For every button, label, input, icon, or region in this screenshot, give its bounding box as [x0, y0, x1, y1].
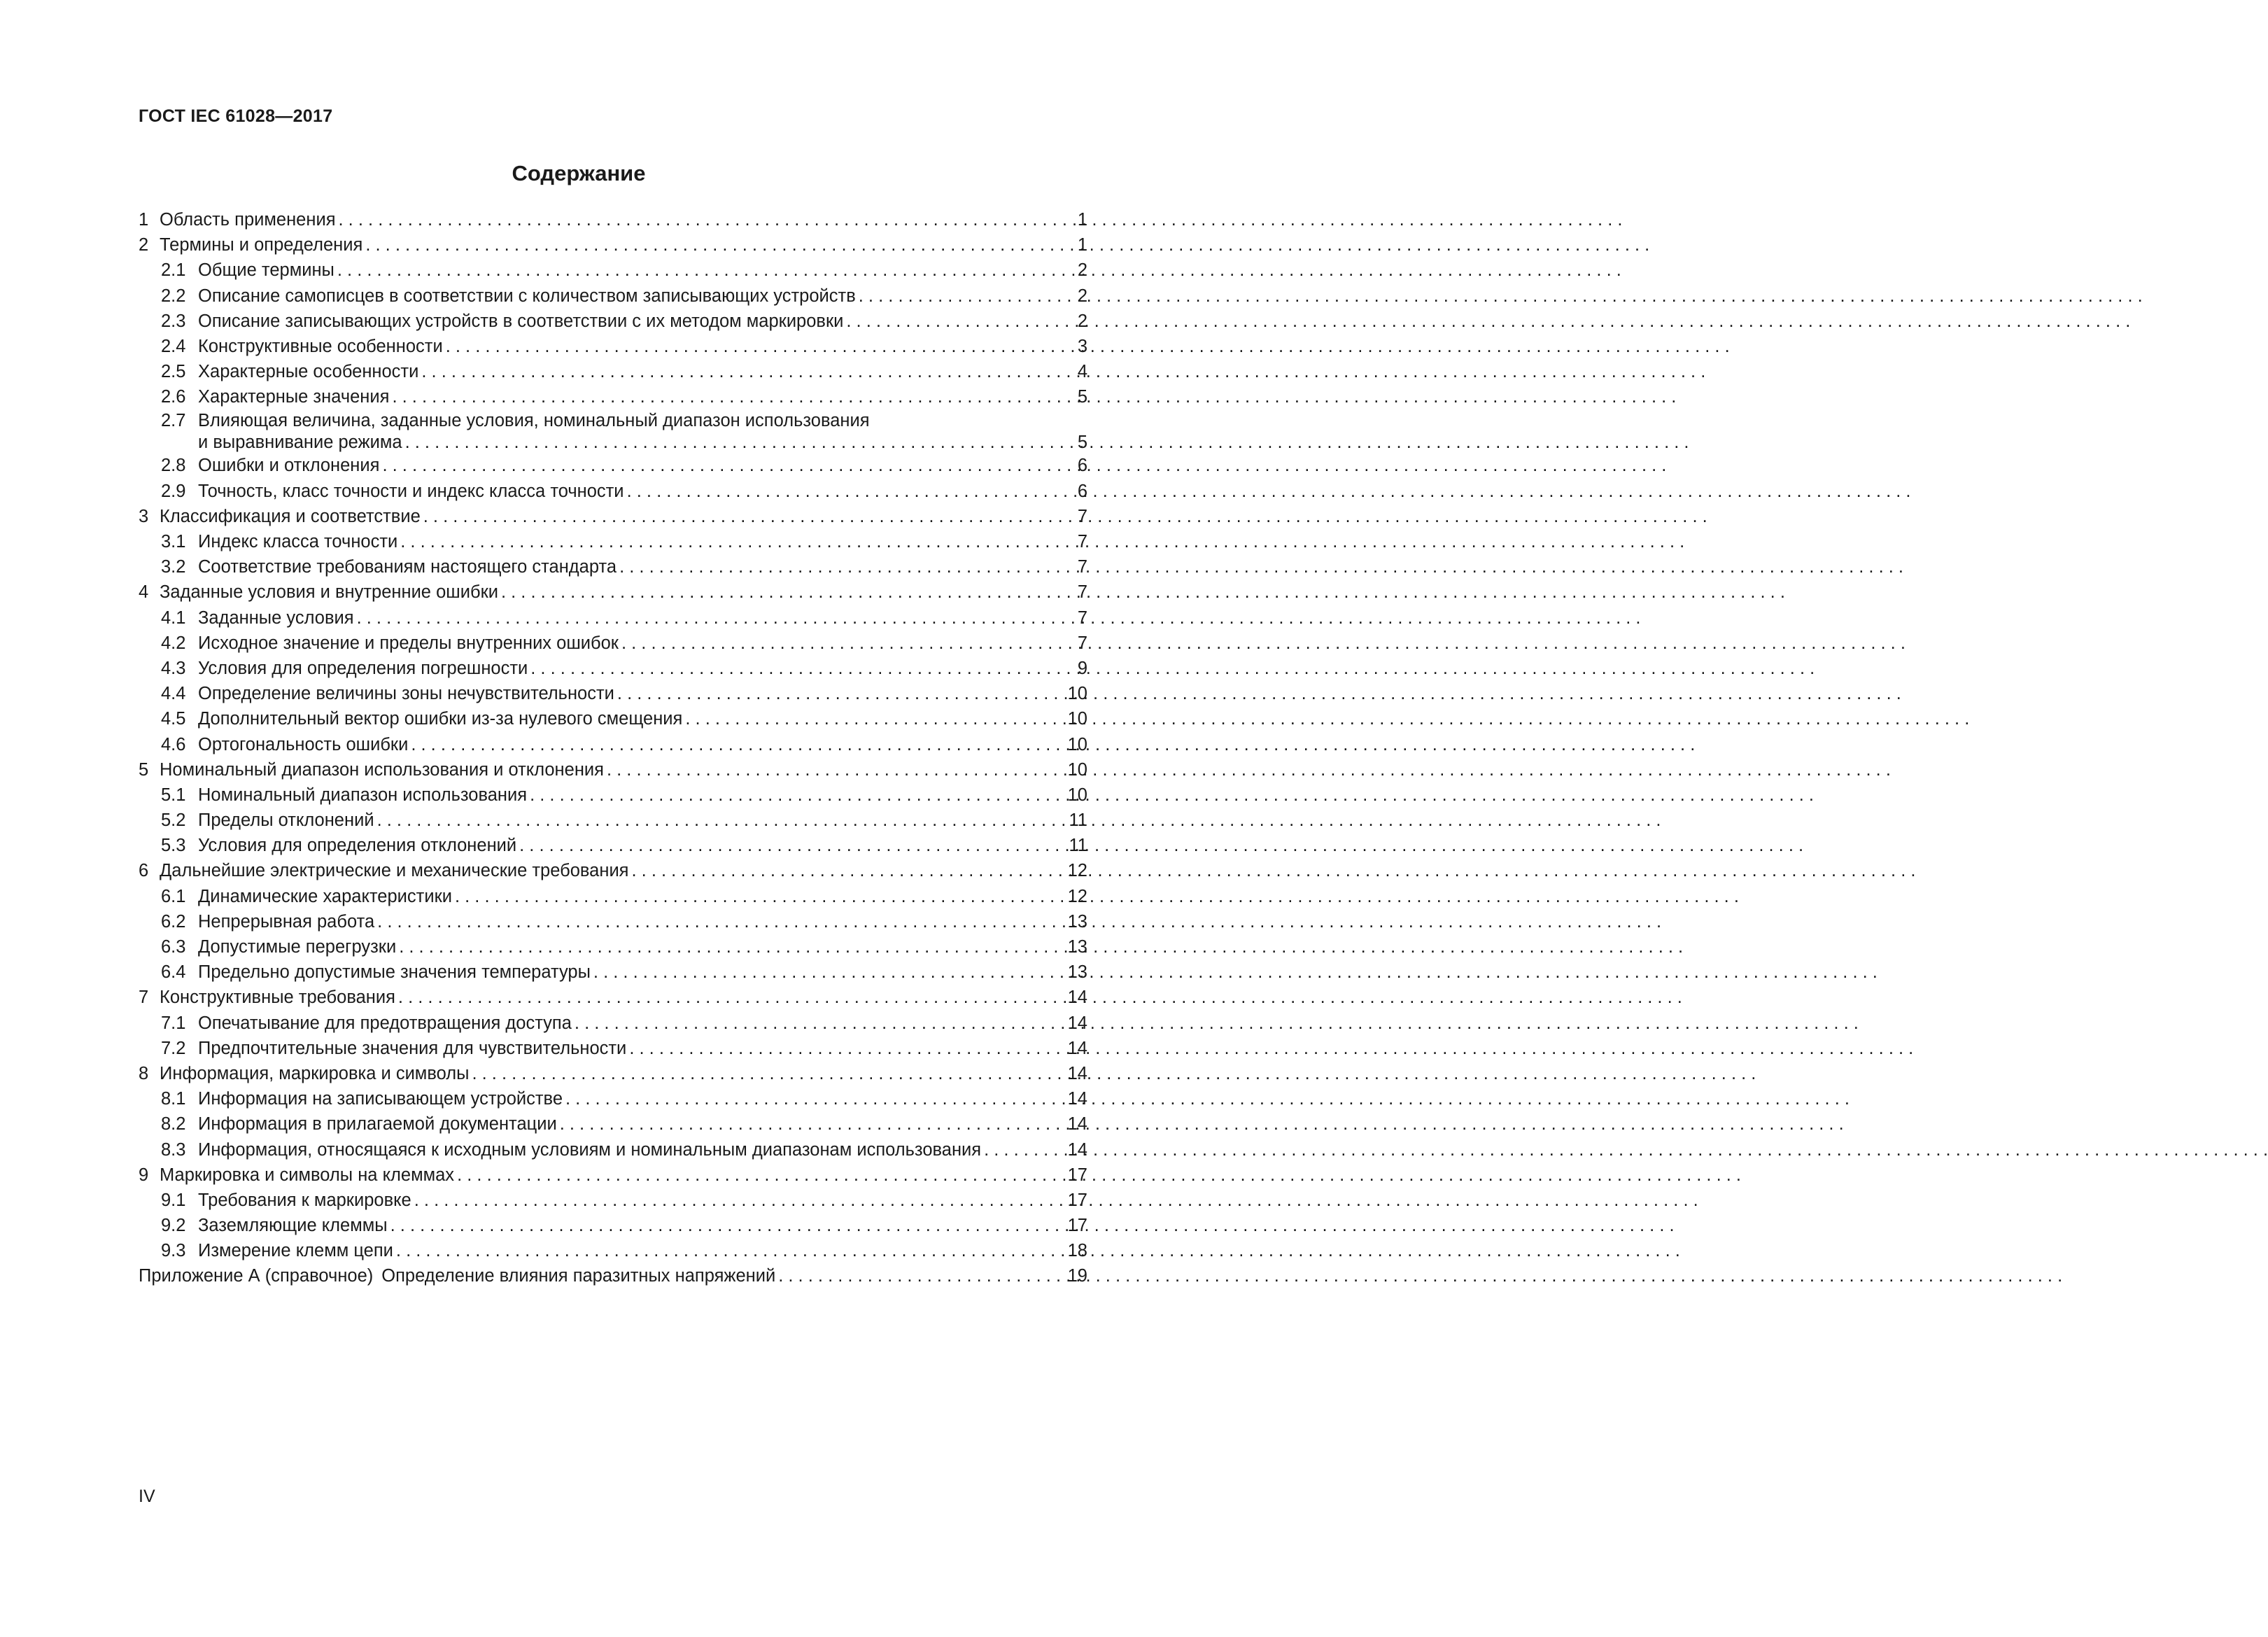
dot-leader	[411, 1188, 1068, 1213]
toc-annex-title: Определение влияния паразитных напряжений	[381, 1266, 776, 1286]
toc-entry-number: 3.1	[161, 532, 186, 552]
toc-entry-title: Требования к маркировке	[198, 1190, 411, 1210]
toc-entry-page: 10	[1067, 684, 1087, 704]
toc-entry-title: Информация в прилагаемой документации	[198, 1114, 557, 1134]
toc-entry-number: 8.1	[161, 1089, 186, 1109]
toc-entry-number: 2.5	[161, 362, 186, 382]
toc-entry-8[interactable]	[139, 1061, 1087, 1086]
toc-entry-page: 14	[1067, 1013, 1087, 1033]
dot-leader	[354, 605, 1078, 631]
dot-leader	[617, 554, 1078, 579]
toc-entry-9-3[interactable]	[139, 1238, 1087, 1263]
toc-entry-title: Исходное значение и пределы внутренних ошибок	[198, 633, 619, 653]
toc-entry-2-4[interactable]	[139, 334, 1087, 359]
toc-entry-title: Маркировка и символы на клеммах	[160, 1165, 455, 1185]
toc-entry-title: Динамические характеристики	[198, 886, 452, 906]
toc-entry-9-1[interactable]	[139, 1188, 1087, 1213]
toc-title: Содержание	[512, 161, 646, 185]
toc-entry-title: Непрерывная работа	[198, 911, 375, 932]
toc-entry-number: 2.4	[161, 336, 186, 356]
toc-entry-number: 2.6	[161, 387, 186, 407]
toc-entry-4-4[interactable]	[139, 681, 1087, 706]
toc-entry-8-3[interactable]	[139, 1137, 1087, 1162]
toc-entry-title: Предельно допустимые значения температуры	[198, 962, 591, 983]
toc-entry-title: Предпочтительные значения для чувствительности	[198, 1038, 627, 1058]
dot-leader	[408, 732, 1067, 757]
dot-leader	[528, 656, 1078, 681]
dot-leader	[379, 453, 1077, 478]
toc-entry-8-1[interactable]	[139, 1086, 1087, 1111]
toc-entry-number: 5.3	[161, 836, 186, 856]
toc-entry-number: 9.1	[161, 1190, 186, 1210]
toc-entry-page: 7	[1077, 532, 1087, 552]
toc-entry-number: 8.2	[161, 1114, 186, 1134]
toc-entry-number: 8	[139, 1063, 149, 1083]
toc-entry-page: 10	[1067, 759, 1087, 780]
toc-entry-page: 10	[1067, 709, 1087, 729]
toc-entry-title: Ошибки и отклонения	[198, 456, 380, 476]
toc-entry-number: 1	[139, 209, 149, 230]
toc-entry-number: 2.8	[161, 456, 186, 476]
toc-entry-number: 6.4	[161, 962, 186, 983]
toc-entry-title: Допустимые перегрузки	[198, 937, 397, 957]
toc-entry-2[interactable]	[139, 232, 1087, 258]
toc-entry-page: 14	[1067, 1139, 1087, 1160]
dot-leader	[374, 808, 1069, 833]
toc-entry-page: 6	[1077, 481, 1087, 501]
toc-entry-number: 4.6	[161, 734, 186, 754]
dot-leader	[619, 631, 1078, 656]
toc-entry-number: 5	[139, 759, 149, 780]
dot-leader	[396, 934, 1067, 960]
toc-entry-title: Характерные особенности	[198, 362, 419, 382]
toc-entry-number: 6.1	[161, 886, 186, 906]
toc-entry-number: 5.1	[161, 785, 186, 805]
toc-entry-title: Описание записывающих устройств в соответствии с их методом маркировки	[198, 311, 844, 331]
toc-entry-title: Индекс класса точности	[198, 532, 398, 552]
toc-entry-4-1[interactable]	[139, 605, 1087, 631]
toc-entry-6-2[interactable]	[139, 909, 1087, 934]
toc-entry-4[interactable]	[139, 579, 1087, 605]
toc-entry-title: Условия для определения погрешности	[198, 658, 528, 678]
toc-entry-5-2[interactable]	[139, 808, 1087, 833]
toc-entry-title: Номинальный диапазон использования	[198, 785, 528, 805]
toc-entry-number: 6.3	[161, 937, 186, 957]
dot-leader	[629, 858, 1068, 883]
dot-leader	[388, 1213, 1068, 1238]
toc-entry-1[interactable]	[139, 207, 1087, 232]
toc-entry-6-4[interactable]	[139, 960, 1087, 985]
toc-entry-title: Область применения	[160, 209, 336, 230]
toc-entry-page: 7	[1077, 607, 1087, 628]
toc-entry-4-3[interactable]	[139, 656, 1087, 681]
toc-entry-number: 9.2	[161, 1216, 186, 1236]
dot-leader	[452, 884, 1068, 909]
toc-entry-number: 4.5	[161, 709, 186, 729]
toc-entry-page: 10	[1067, 734, 1087, 754]
dot-leader	[843, 309, 1077, 334]
toc-entry-title: Заданные условия и внутренние ошибки	[160, 582, 498, 603]
dot-leader	[516, 833, 1069, 858]
dot-leader	[563, 1086, 1068, 1111]
toc-entry-2-2[interactable]	[139, 283, 1087, 309]
toc-entry-number: 4.1	[161, 607, 186, 628]
toc-entry-2-1[interactable]	[139, 258, 1087, 283]
dot-leader	[775, 1263, 1067, 1288]
toc-entry-2-5[interactable]	[139, 359, 1087, 384]
toc-entry-7-1[interactable]	[139, 1011, 1087, 1036]
toc-entry-number: 7.2	[161, 1038, 186, 1058]
toc-entry-title: Термины и определения	[160, 235, 363, 255]
dot-leader	[591, 960, 1068, 985]
dot-leader	[624, 479, 1078, 504]
dot-leader	[614, 681, 1068, 706]
toc-entry-number: 2.7	[161, 410, 186, 430]
dot-leader	[981, 1137, 1068, 1162]
dot-leader	[682, 706, 1067, 731]
toc-entry-number: 5.2	[161, 810, 186, 831]
toc-entry-page: 1	[1077, 235, 1087, 255]
toc-entry-title: Конструктивные требования	[160, 988, 395, 1008]
toc-entry-page: 17	[1067, 1165, 1087, 1185]
toc-entry-title: Конструктивные особенности	[198, 336, 443, 356]
toc-entry-annex-a[interactable]	[139, 1264, 1087, 1289]
toc-entry-page: 12	[1067, 886, 1087, 906]
dot-leader	[454, 1162, 1068, 1188]
toc-entry-page: 7	[1077, 633, 1087, 653]
toc-entry-page: 5	[1077, 387, 1087, 407]
toc-entry-page: 6	[1077, 456, 1087, 476]
toc-entry-number: 4.2	[161, 633, 186, 653]
toc-entry-number: 4	[139, 582, 149, 603]
toc-entry-page: 5	[1077, 432, 1087, 452]
toc-entry-3[interactable]	[139, 504, 1087, 529]
dot-leader	[393, 1238, 1068, 1263]
toc-entry-number: 2.2	[161, 286, 186, 306]
toc-entry-title: Информация, относящаяся к исходным условиям и номинальным диапазонам использования	[198, 1139, 982, 1160]
toc-entry-7[interactable]	[139, 985, 1087, 1010]
toc-entry-number: 3.2	[161, 557, 186, 577]
toc-entry-page: 7	[1077, 506, 1087, 526]
dot-leader	[397, 529, 1078, 554]
toc-entry-2-6[interactable]	[139, 384, 1087, 409]
toc-entry-number: 4.4	[161, 684, 186, 704]
toc-entry-number: 9.3	[161, 1241, 186, 1261]
toc-entry-number: 2.1	[161, 260, 186, 281]
toc-entry-page: 14	[1067, 1038, 1087, 1058]
toc-entry-title-continuation: и выравнивание режима	[198, 432, 402, 452]
toc-entry-2-8[interactable]	[139, 454, 1087, 479]
toc-entry-number: 8.3	[161, 1139, 186, 1160]
toc-entry-page: 7	[1077, 557, 1087, 577]
toc-entry-number: 7.1	[161, 1013, 186, 1033]
dot-leader	[336, 207, 1078, 232]
dot-leader	[469, 1061, 1067, 1086]
toc-entry-6[interactable]	[139, 859, 1087, 884]
toc-entry-page: 13	[1067, 937, 1087, 957]
toc-entry-3-2[interactable]	[139, 554, 1087, 579]
toc-entry-page: 13	[1067, 911, 1087, 932]
toc-entry-number: 7	[139, 988, 149, 1008]
toc-entry-5-1[interactable]	[139, 782, 1087, 808]
toc-entry-page: 19	[1067, 1266, 1087, 1286]
toc-entry-page: 7	[1077, 582, 1087, 603]
dot-leader	[395, 985, 1068, 1010]
toc-entry-number: 9	[139, 1165, 149, 1185]
toc-entry-title: Номинальный диапазон использования и отклонения	[160, 759, 604, 780]
dot-leader	[362, 232, 1078, 258]
toc-entry-2-7[interactable]	[139, 410, 1087, 431]
toc-entry-title: Информация, маркировка и символы	[160, 1063, 470, 1083]
dot-leader	[334, 258, 1078, 283]
dot-leader	[498, 579, 1078, 605]
toc-entry-4-6[interactable]	[139, 732, 1087, 757]
toc-entry-title: Пределы отклонений	[198, 810, 374, 831]
toc-entry-title: Влияющая величина, заданные условия, номинальный диапазон использования	[198, 410, 870, 430]
toc-entry-title: Общие термины	[198, 260, 334, 281]
toc-entry-number: 3	[139, 506, 149, 526]
toc-entry-title: Соответствие требованиям настоящего стандарта	[198, 557, 617, 577]
toc-annex-title-group	[139, 1263, 775, 1288]
dot-leader	[527, 782, 1068, 808]
toc-entry-title: Характерные значения	[198, 387, 390, 407]
toc-entry-title: Заземляющие клеммы	[198, 1216, 388, 1236]
toc-entry-9-2[interactable]	[139, 1213, 1087, 1238]
dot-leader	[626, 1036, 1067, 1061]
dot-leader	[856, 283, 1078, 309]
toc-entry-4-2[interactable]	[139, 631, 1087, 656]
toc-entry-6-1[interactable]	[139, 884, 1087, 909]
toc-entry-7-2[interactable]	[139, 1036, 1087, 1061]
toc-entry-number: 4.3	[161, 658, 186, 678]
toc-entry-number: 6.2	[161, 911, 186, 932]
dot-leader	[389, 384, 1077, 409]
toc-entry-title: Описание самописцев в соответствии с количеством записывающих устройств	[198, 286, 856, 306]
toc-entry-title: Точность, класс точности и индекс класса точности	[198, 481, 624, 501]
toc-entry-title: Определение величины зоны нечувствительности	[198, 684, 614, 704]
toc-entry-page: 14	[1067, 1089, 1087, 1109]
dot-leader	[557, 1111, 1068, 1137]
toc-entry-title: Дальнейшие электрические и механические требования	[160, 861, 629, 881]
toc-entry-6-3[interactable]	[139, 934, 1087, 960]
toc-entry-page: 2	[1077, 311, 1087, 331]
toc-entry-page: 12	[1067, 861, 1087, 881]
toc-entry-title: Информация на записывающем устройстве	[198, 1089, 563, 1109]
toc-entry-3-1[interactable]	[139, 529, 1087, 554]
toc-entry-5[interactable]	[139, 757, 1087, 782]
toc-entry-5-3[interactable]	[139, 833, 1087, 858]
toc-entry-page: 2	[1077, 286, 1087, 306]
toc-entry-page: 17	[1067, 1190, 1087, 1210]
toc-entry-page: 2	[1077, 260, 1087, 281]
toc-entry-page: 14	[1067, 1114, 1087, 1134]
toc-entry-page: 14	[1067, 988, 1087, 1008]
toc-entry-title: Дополнительный вектор ошибки из-за нулевого смещения	[198, 709, 683, 729]
toc-entry-9[interactable]	[139, 1162, 1087, 1188]
toc-entry-page: 11	[1069, 836, 1087, 856]
toc-entry-title: Опечатывание для предотвращения доступа	[198, 1013, 572, 1033]
document-code: ГОСТ IEC 61028—2017	[139, 106, 333, 126]
dot-leader	[604, 757, 1068, 782]
page-number: IV	[139, 1487, 155, 1506]
toc-entry-title: Заданные условия	[198, 607, 354, 628]
dot-leader	[421, 504, 1078, 529]
toc-entry-number: 2	[139, 235, 149, 255]
toc-entry-continuation[interactable]	[139, 431, 1087, 454]
toc-entry-2-3[interactable]	[139, 309, 1087, 334]
toc-entry-number: 2.9	[161, 481, 186, 501]
dot-leader	[418, 359, 1077, 384]
toc-entry-title: Измерение клемм цепи	[198, 1241, 393, 1261]
table-of-contents	[139, 207, 1087, 1289]
toc-entry-title: Ортогональность ошибки	[198, 734, 409, 754]
toc-entry-page: 13	[1067, 962, 1087, 983]
toc-entry-page: 18	[1067, 1241, 1087, 1261]
toc-entry-page: 3	[1077, 336, 1087, 356]
toc-entry-number: 6	[139, 861, 149, 881]
dot-leader	[374, 909, 1067, 934]
toc-entry-page: 4	[1077, 362, 1087, 382]
toc-annex-label: Приложение А (справочное)	[139, 1266, 374, 1286]
toc-entry-2-9[interactable]	[139, 479, 1087, 504]
toc-entry-page: 14	[1067, 1063, 1087, 1083]
toc-entry-page: 1	[1077, 209, 1087, 230]
toc-entry-title: Условия для определения отклонений	[198, 836, 517, 856]
dot-leader	[402, 431, 1078, 454]
toc-entry-8-2[interactable]	[139, 1111, 1087, 1137]
dot-leader	[572, 1011, 1068, 1036]
toc-entry-page: 10	[1067, 785, 1087, 805]
toc-entry-number: 2.3	[161, 311, 186, 331]
toc-entry-page: 17	[1067, 1216, 1087, 1236]
toc-entry-4-5[interactable]	[139, 706, 1087, 731]
toc-entry-page: 9	[1077, 658, 1087, 678]
dot-leader	[443, 334, 1078, 359]
toc-entry-title: Классификация и соответствие	[160, 506, 421, 526]
toc-entry-page: 11	[1069, 810, 1087, 831]
